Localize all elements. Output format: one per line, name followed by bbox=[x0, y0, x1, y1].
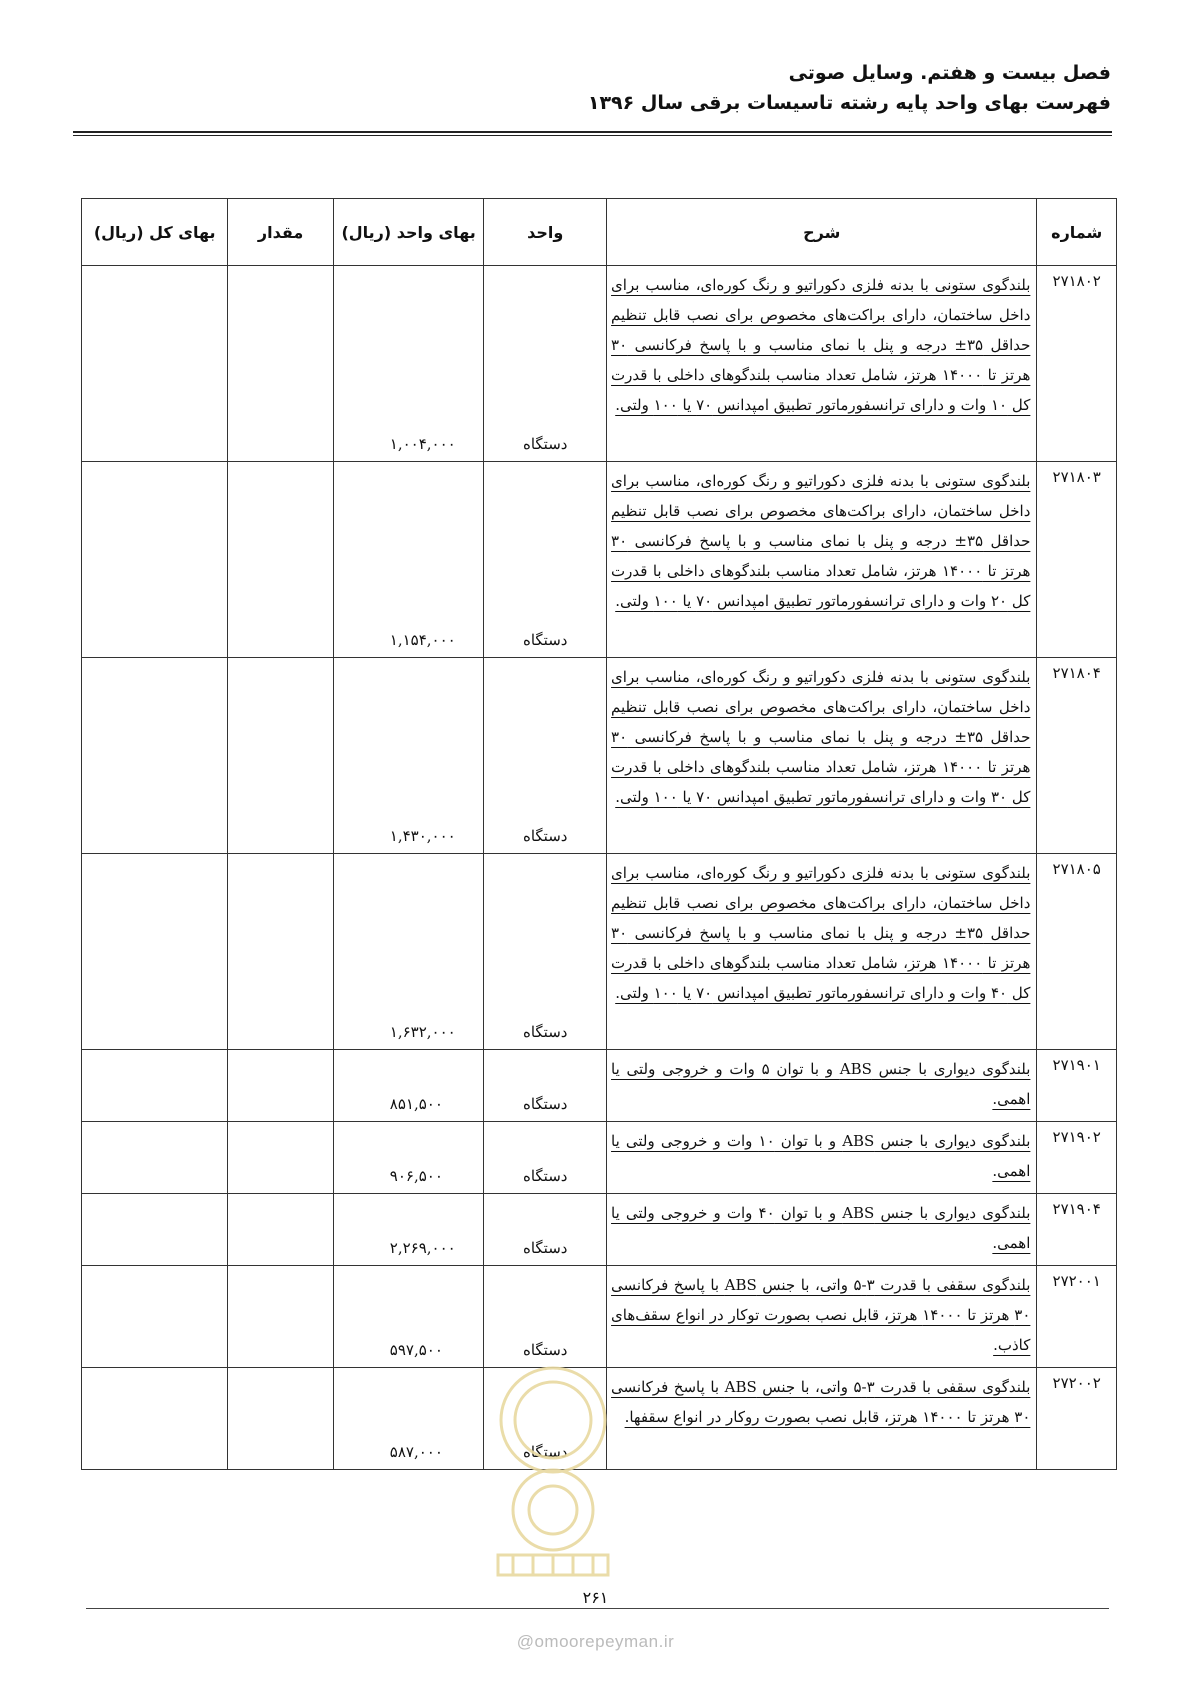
item-description: بلندگوی سقفی با قدرت ۳-۵ واتی، با جنس ABS با پاسخ فرکانسی ۳۰ هرتز تا ۱۴۰۰۰ هرتز، قابل نصب بصورت توکار در انواع سقف‌های کاذب. bbox=[607, 1266, 1037, 1368]
item-unit: دستگاه bbox=[484, 462, 607, 658]
table-row bbox=[82, 1368, 1117, 1470]
item-code: ۲۷۲۰۰۱ bbox=[1037, 1266, 1117, 1368]
header-rule bbox=[73, 131, 1112, 133]
list-title: فهرست بهای واحد پایه رشته تاسیسات برقی سال ۱۳۹۶ bbox=[587, 92, 1111, 114]
item-quantity bbox=[228, 1122, 333, 1194]
item-description: بلندگوی ستونی با بدنه فلزی دکوراتیو و رنگ کوره‌ای، مناسب برای داخل ساختمان، دارای براکت‌های مخصوص برای نصب قابل تنظیم حداقل ۳۵± درجه و پنل با نمای مناسب و با پاسخ فرکانسی ۳۰ هرتز تا ۱۴۰۰۰ هرتز، شامل تعداد مناسب بلندگوهای داخلی با قدرت کل ۲۰ وات و دارای ترانسفورماتور تطبیق امپدانس ۷۰ یا ۱۰۰ ولتی. bbox=[607, 462, 1037, 658]
item-quantity bbox=[228, 1050, 333, 1122]
header-rule-thin bbox=[73, 135, 1112, 136]
item-description: بلندگوی ستونی با بدنه فلزی دکوراتیو و رنگ کوره‌ای، مناسب برای داخل ساختمان، دارای براکت‌های مخصوص برای نصب قابل تنظیم حداقل ۳۵± درجه و پنل با نمای مناسب و با پاسخ فرکانسی ۳۰ هرتز تا ۱۴۰۰۰ هرتز، شامل تعداد مناسب بلندگوهای داخلی با قدرت کل ۳۰ وات و دارای ترانسفورماتور تطبیق امپدانس ۷۰ یا ۱۰۰ ولتی. bbox=[607, 658, 1037, 854]
item-description: بلندگوی دیواری با جنس ABS و با توان ۱۰ وات و خروجی ولتی یا اهمی. bbox=[607, 1122, 1037, 1194]
item-unit: دستگاه bbox=[484, 854, 607, 1050]
price-table bbox=[81, 198, 1117, 1470]
item-total bbox=[82, 1266, 228, 1368]
item-unit: دستگاه bbox=[484, 1122, 607, 1194]
table-row bbox=[82, 658, 1117, 854]
item-unit-price: ۱,۰۰۴,۰۰۰ bbox=[333, 266, 484, 462]
column-header-description: شرح bbox=[607, 199, 1037, 266]
item-unit-price: ۲,۲۶۹,۰۰۰ bbox=[333, 1194, 484, 1266]
item-quantity bbox=[228, 462, 333, 658]
item-quantity bbox=[228, 854, 333, 1050]
item-code: ۲۷۱۸۰۵ bbox=[1037, 854, 1117, 1050]
item-total bbox=[82, 1050, 228, 1122]
item-description: بلندگوی دیواری با جنس ABS و با توان ۴۰ وات و خروجی ولتی یا اهمی. bbox=[607, 1194, 1037, 1266]
item-unit-price: ۵۹۷,۵۰۰ bbox=[333, 1266, 484, 1368]
item-total bbox=[82, 658, 228, 854]
item-description: بلندگوی ستونی با بدنه فلزی دکوراتیو و رنگ کوره‌ای، مناسب برای داخل ساختمان، دارای براکت‌های مخصوص برای نصب قابل تنظیم حداقل ۳۵± درجه و پنل با نمای مناسب و با پاسخ فرکانسی ۳۰ هرتز تا ۱۴۰۰۰ هرتز، شامل تعداد مناسب بلندگوهای داخلی با قدرت کل ۱۰ وات و دارای ترانسفورماتور تطبیق امپدانس ۷۰ یا ۱۰۰ ولتی. bbox=[607, 266, 1037, 462]
item-code: ۲۷۱۹۰۴ bbox=[1037, 1194, 1117, 1266]
item-unit-price: ۱,۴۳۰,۰۰۰ bbox=[333, 658, 484, 854]
table-row bbox=[82, 1122, 1117, 1194]
item-code: ۲۷۱۸۰۴ bbox=[1037, 658, 1117, 854]
table-row bbox=[82, 266, 1117, 462]
table-row bbox=[82, 462, 1117, 658]
item-unit: دستگاه bbox=[484, 1266, 607, 1368]
item-total bbox=[82, 1368, 228, 1470]
item-total bbox=[82, 462, 228, 658]
item-quantity bbox=[228, 266, 333, 462]
item-quantity bbox=[228, 1368, 333, 1470]
column-header-unit-price: بهای واحد (ریال) bbox=[333, 199, 484, 266]
table-row bbox=[82, 854, 1117, 1050]
item-unit: دستگاه bbox=[484, 1050, 607, 1122]
item-unit: دستگاه bbox=[484, 1368, 607, 1470]
item-unit-price: ۱,۱۵۴,۰۰۰ bbox=[333, 462, 484, 658]
footer-rule bbox=[86, 1608, 1109, 1609]
item-code: ۲۷۲۰۰۲ bbox=[1037, 1368, 1117, 1470]
page-number: ۲۶۱ bbox=[582, 1588, 609, 1607]
item-unit: دستگاه bbox=[484, 266, 607, 462]
item-unit-price: ۹۰۶,۵۰۰ bbox=[333, 1122, 484, 1194]
item-description: بلندگوی سقفی با قدرت ۳-۵ واتی، با جنس ABS با پاسخ فرکانسی ۳۰ هرتز تا ۱۴۰۰۰ هرتز، قابل نصب بصورت روکار در انواع سقفها. bbox=[607, 1368, 1037, 1470]
item-code: ۲۷۱۹۰۲ bbox=[1037, 1122, 1117, 1194]
column-header-unit: واحد bbox=[484, 199, 607, 266]
item-description: بلندگوی ستونی با بدنه فلزی دکوراتیو و رنگ کوره‌ای، مناسب برای داخل ساختمان، دارای براکت‌های مخصوص برای نصب قابل تنظیم حداقل ۳۵± درجه و پنل با نمای مناسب و با پاسخ فرکانسی ۳۰ هرتز تا ۱۴۰۰۰ هرتز، شامل تعداد مناسب بلندگوهای داخلی با قدرت کل ۴۰ وات و دارای ترانسفورماتور تطبیق امپدانس ۷۰ یا ۱۰۰ ولتی. bbox=[607, 854, 1037, 1050]
item-unit-price: ۸۵۱,۵۰۰ bbox=[333, 1050, 484, 1122]
item-total bbox=[82, 1122, 228, 1194]
item-quantity bbox=[228, 658, 333, 854]
table-header-row bbox=[82, 199, 1117, 266]
column-header-quantity: مقدار bbox=[228, 199, 333, 266]
item-description: بلندگوی دیواری با جنس ABS و با توان ۵ وات و خروجی ولتی یا اهمی. bbox=[607, 1050, 1037, 1122]
item-unit: دستگاه bbox=[484, 658, 607, 854]
column-header-total-price: بهای کل (ریال) bbox=[82, 199, 228, 266]
item-unit-price: ۱,۶۳۲,۰۰۰ bbox=[333, 854, 484, 1050]
item-total bbox=[82, 854, 228, 1050]
table-row bbox=[82, 1050, 1117, 1122]
item-quantity bbox=[228, 1194, 333, 1266]
page-header bbox=[71, 58, 1111, 118]
item-code: ۲۷۱۹۰۱ bbox=[1037, 1050, 1117, 1122]
item-total bbox=[82, 1194, 228, 1266]
item-unit: دستگاه bbox=[484, 1194, 607, 1266]
table-row bbox=[82, 1194, 1117, 1266]
item-unit-price: ۵۸۷,۰۰۰ bbox=[333, 1368, 484, 1470]
chapter-title: فصل بیست و هفتم. وسایل صوتی bbox=[788, 62, 1111, 84]
website-watermark: @omoorepeyman.ir bbox=[516, 1632, 675, 1651]
item-code: ۲۷۱۸۰۲ bbox=[1037, 266, 1117, 462]
item-total bbox=[82, 266, 228, 462]
item-code: ۲۷۱۸۰۳ bbox=[1037, 462, 1117, 658]
item-quantity bbox=[228, 1266, 333, 1368]
column-header-code: شماره bbox=[1037, 199, 1117, 266]
table-row bbox=[82, 1266, 1117, 1368]
